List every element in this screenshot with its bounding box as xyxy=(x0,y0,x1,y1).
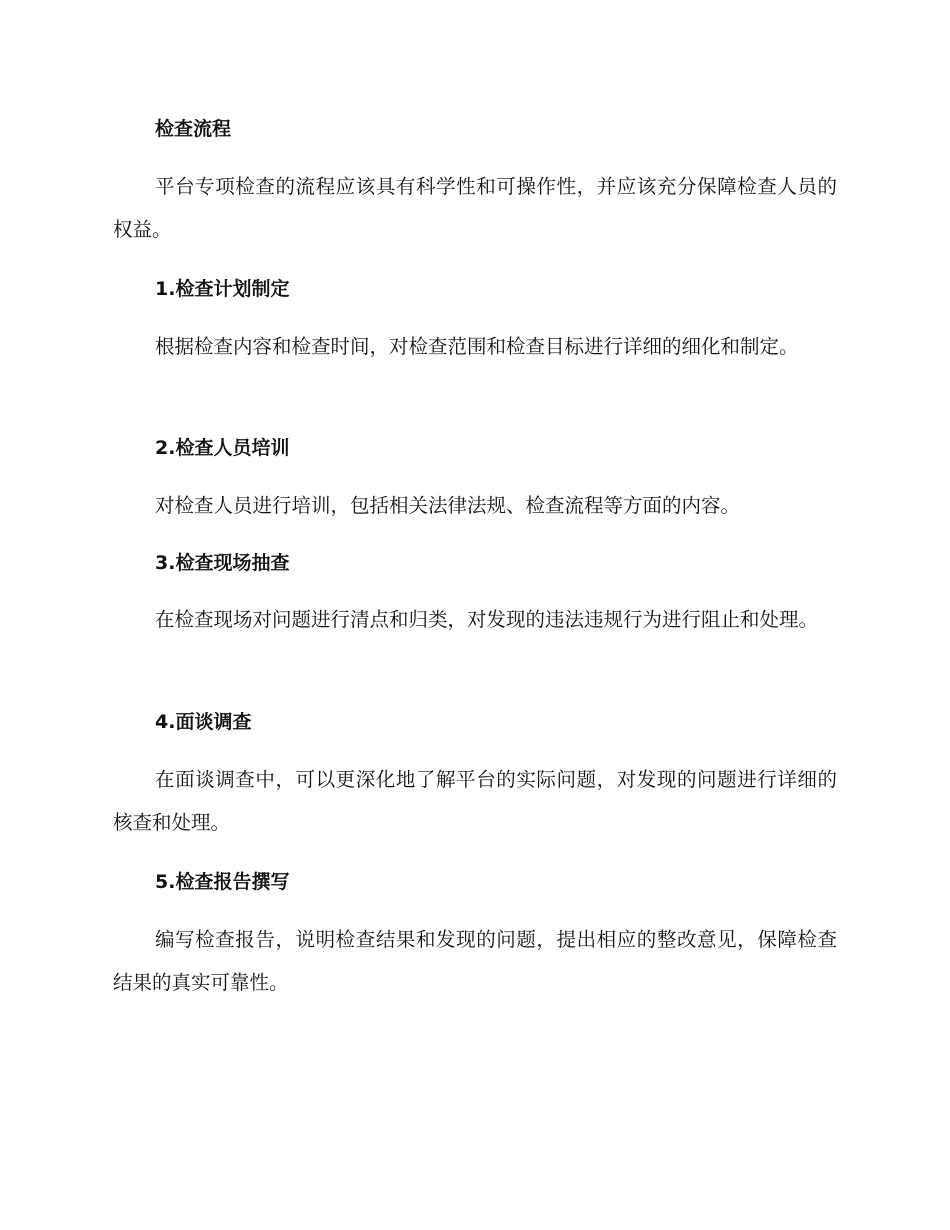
section-body-1: 根据检查内容和检查时间，对检查范围和检查目标进行详细的细化和制定。 xyxy=(155,335,799,358)
section-heading-3: 3.检查现场抽查 xyxy=(155,552,290,574)
section-body-4: 在面谈调查中，可以更深化地了解平台的实际问题，对发现的问题进行详细的核查和处理。 xyxy=(113,768,837,834)
section-heading-5: 5.检查报告撰写 xyxy=(155,871,290,893)
section-body-2: 对检查人员进行培训，包括相关法律法规、检查流程等方面的内容。 xyxy=(155,494,741,517)
section-heading-1: 1.检查计划制定 xyxy=(155,278,290,300)
section-body-5: 编写检查报告，说明检查结果和发现的问题，提出相应的整改意见，保障检查结果的真实可靠性。 xyxy=(113,928,837,994)
section-body-3: 在检查现场对问题进行清点和归类，对发现的违法违规行为进行阻止和处理。 xyxy=(155,608,819,631)
section-heading-2: 2.检查人员培训 xyxy=(155,437,290,459)
intro-paragraph: 平台专项检查的流程应该具有科学性和可操作性，并应该充分保障检查人员的权益。 xyxy=(113,175,837,241)
section-heading-4: 4.面谈调查 xyxy=(155,711,252,733)
document-title: 检查流程 xyxy=(155,118,232,140)
